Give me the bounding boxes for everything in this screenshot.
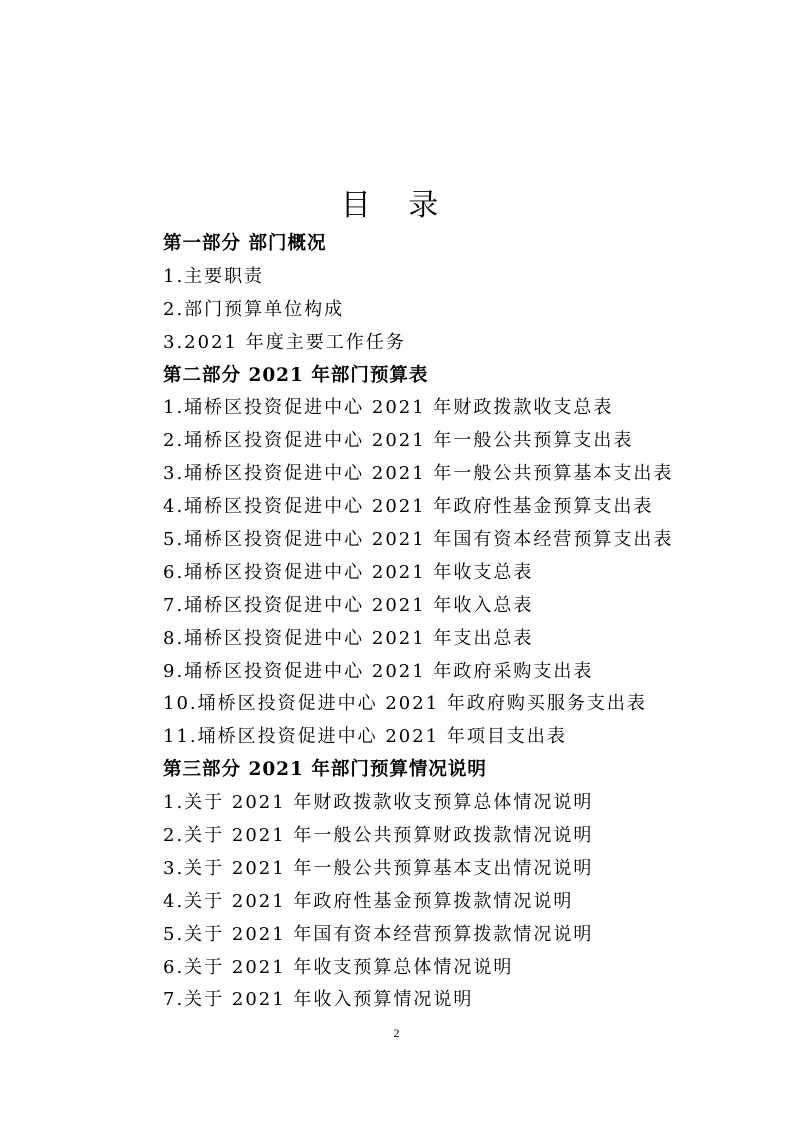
toc-part-1-heading: 第一部分 部门概况 <box>163 233 327 254</box>
toc-item: 1.主要职责 <box>163 265 265 287</box>
toc-part-3-heading: 第三部分 2021 年部门预算情况说明 <box>163 759 487 781</box>
page-number: 2 <box>393 1026 400 1040</box>
toc-item: 4.关于 2021 年政府性基金预算拨款情况说明 <box>163 890 574 912</box>
toc-item: 5.关于 2021 年国有资本经营预算拨款情况说明 <box>163 923 594 945</box>
toc-item: 2.部门预算单位构成 <box>163 298 345 320</box>
toc-part-2-heading: 第二部分 2021 年部门预算表 <box>163 364 429 386</box>
toc-item: 8.埇桥区投资促进中心 2021 年支出总表 <box>163 627 534 649</box>
toc-item: 2.关于 2021 年一般公共预算财政拨款情况说明 <box>163 825 594 847</box>
toc-item: 7.埇桥区投资促进中心 2021 年收入总表 <box>163 594 534 616</box>
toc-item: 1.关于 2021 年财政拨款收支预算总体情况说明 <box>163 792 594 814</box>
toc-item: 11.埇桥区投资促进中心 2021 年项目支出表 <box>163 726 567 748</box>
toc-item: 3.关于 2021 年一般公共预算基本支出情况说明 <box>163 857 594 879</box>
toc-item: 6.关于 2021 年收支预算总体情况说明 <box>163 956 514 978</box>
page-title: 目 录 <box>340 188 453 223</box>
toc-item: 4.埇桥区投资促进中心 2021 年政府性基金预算支出表 <box>163 496 654 518</box>
toc-item: 5.埇桥区投资促进中心 2021 年国有资本经营预算支出表 <box>163 529 674 551</box>
toc-item: 6.埇桥区投资促进中心 2021 年收支总表 <box>163 561 534 583</box>
toc-item: 3.埇桥区投资促进中心 2021 年一般公共预算基本支出表 <box>163 463 674 485</box>
toc-item: 7.关于 2021 年收入预算情况说明 <box>163 989 474 1011</box>
toc-item: 1.埇桥区投资促进中心 2021 年财政拨款收支总表 <box>163 397 614 419</box>
table-of-contents <box>163 228 723 1017</box>
toc-item: 2.埇桥区投资促进中心 2021 年一般公共预算支出表 <box>163 430 634 452</box>
toc-item: 3.2021 年度主要工作任务 <box>163 331 406 353</box>
toc-item: 10.埇桥区投资促进中心 2021 年政府购买服务支出表 <box>163 693 647 715</box>
toc-item: 9.埇桥区投资促进中心 2021 年政府采购支出表 <box>163 660 594 682</box>
